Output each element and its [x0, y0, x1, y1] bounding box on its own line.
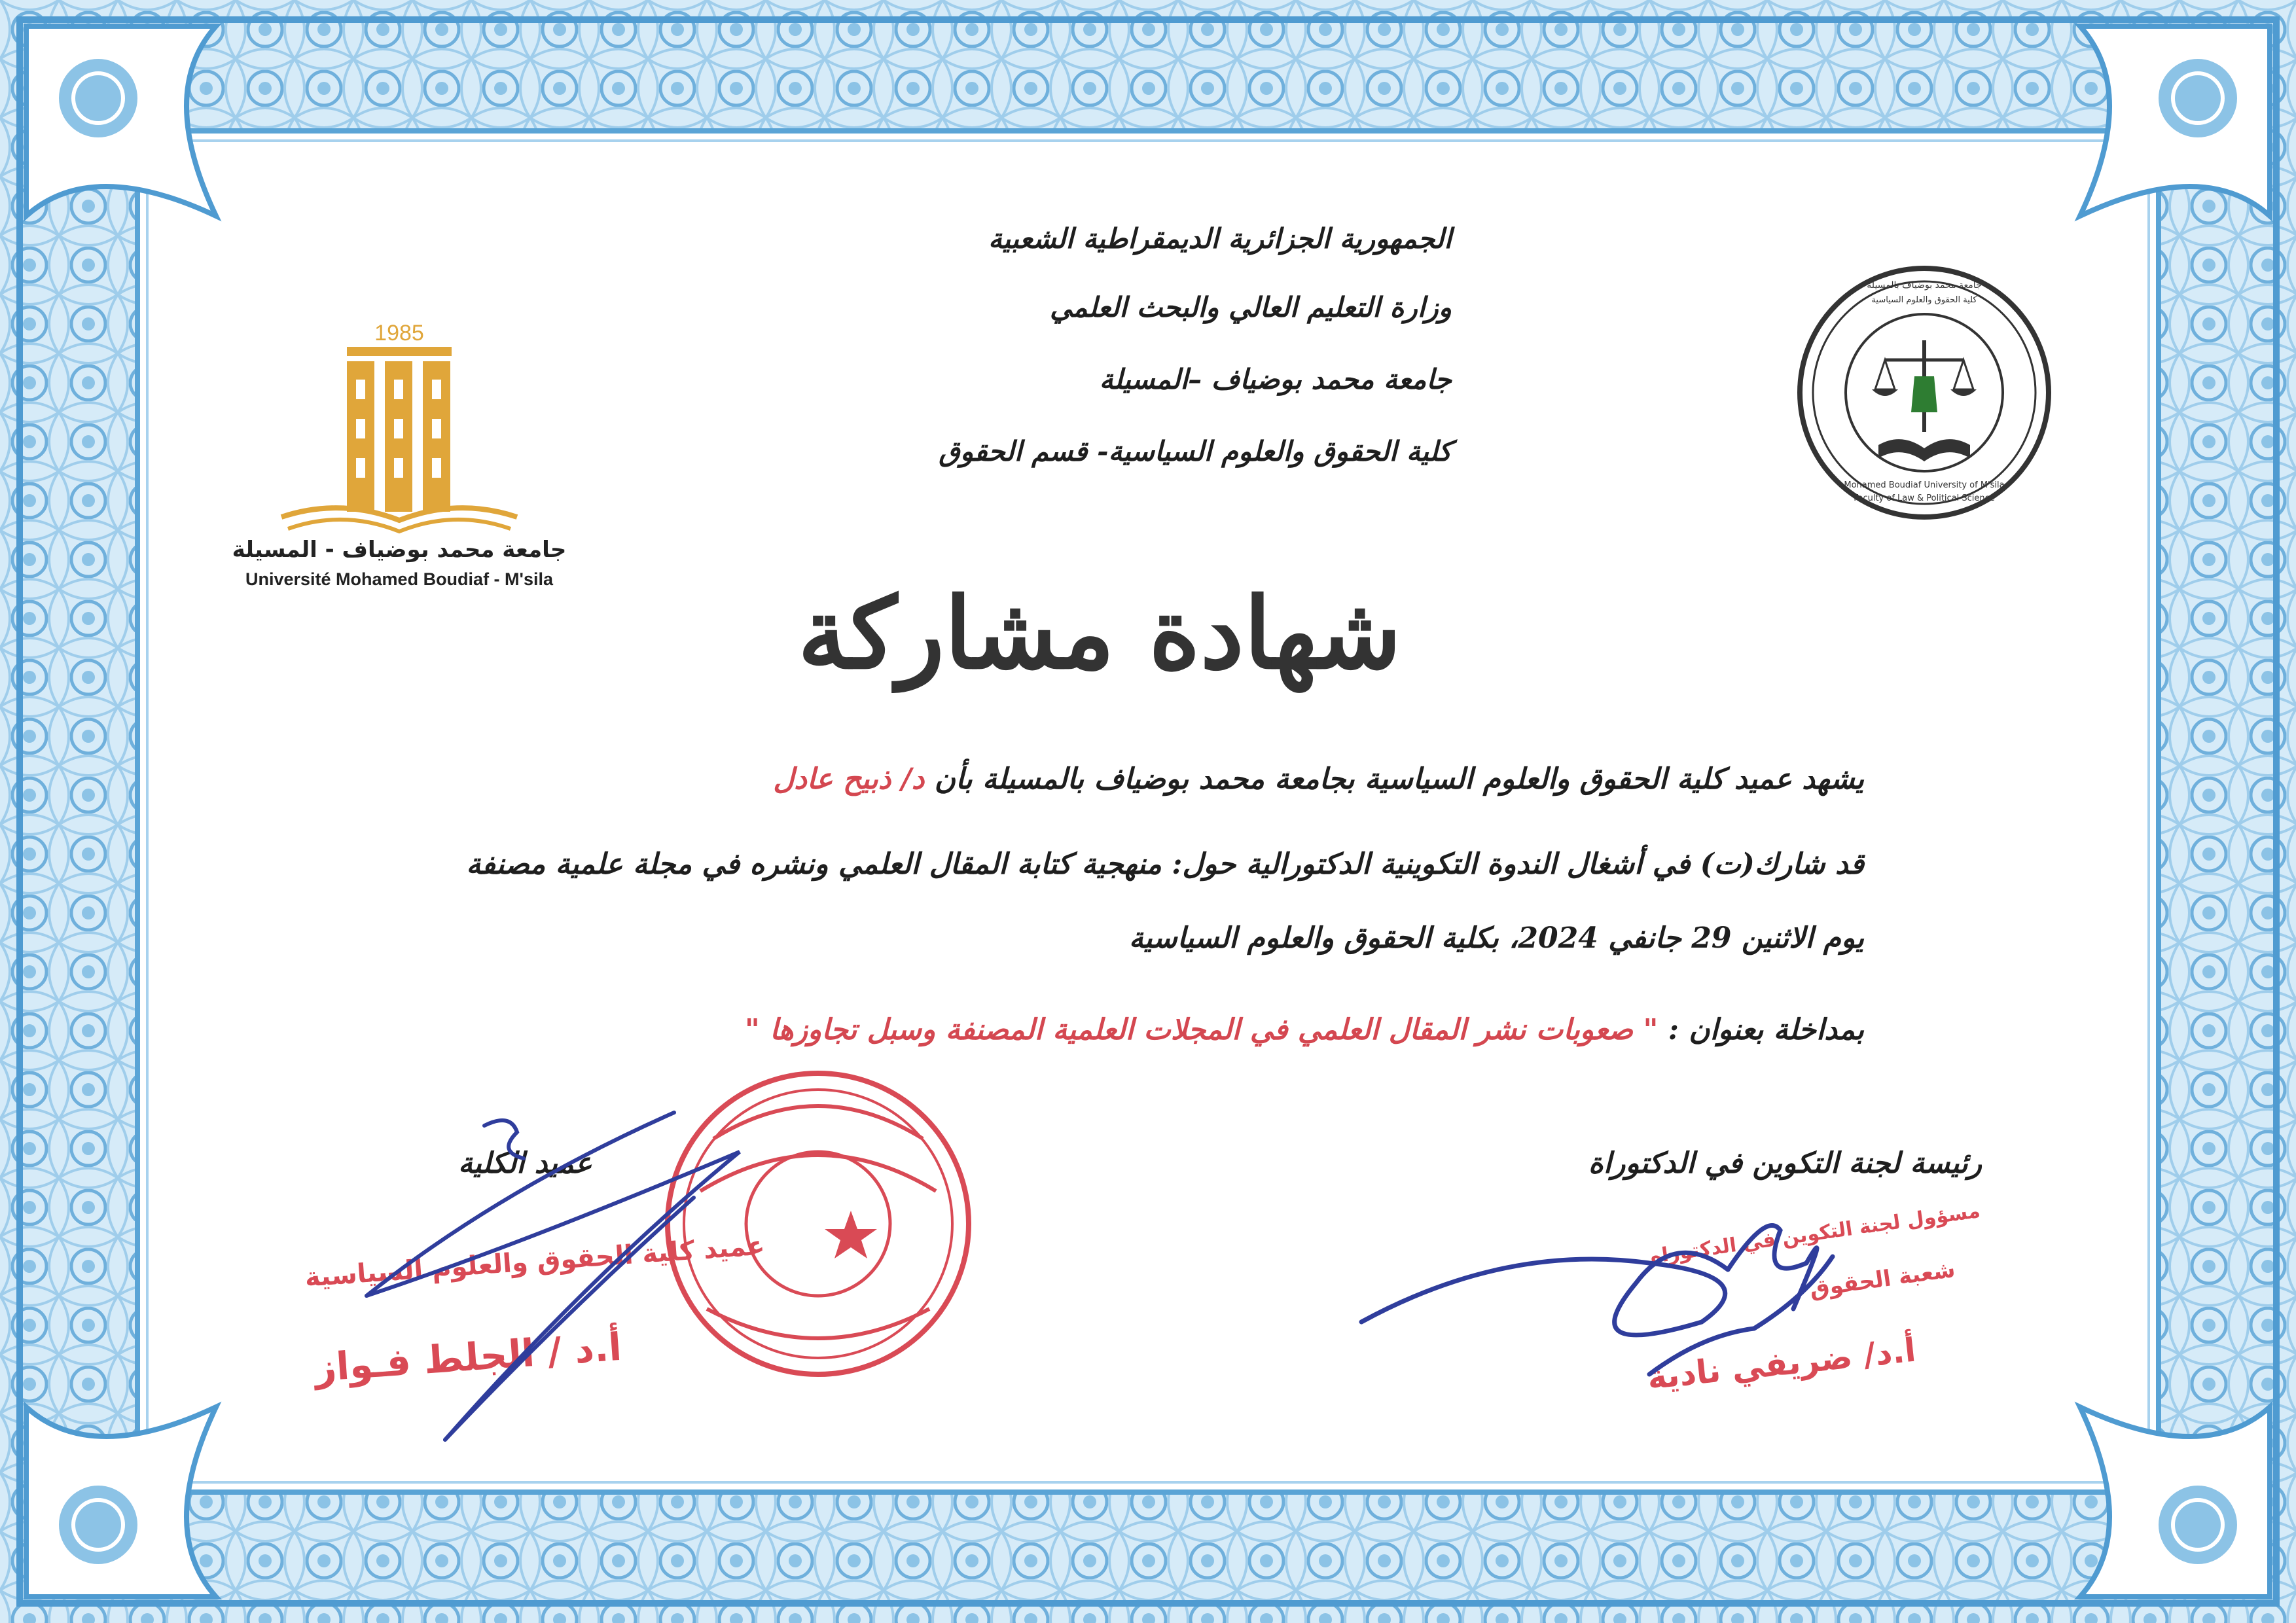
- crescent-icon: [766, 1171, 818, 1276]
- committee-chair-title: رئيسة لجنة التكوين في الدكتوراة: [1588, 1147, 1982, 1180]
- header-university: جامعة محمد بوضياف –المسيلة: [1099, 363, 1452, 395]
- intervention-label: بمداخلة بعنوان :: [1668, 1013, 1864, 1046]
- chair-stamp-name: أ.د/ ضريفي نادية: [1645, 1330, 1918, 1397]
- university-name-arabic: جامعة محمد بوضياف - المسيلة: [232, 537, 567, 563]
- university-name-french: Université Mohamed Boudiaf - M'sila: [245, 569, 553, 589]
- star-icon: [825, 1211, 877, 1258]
- open-book-icon: [1878, 439, 1970, 461]
- intervention-title: " صعوبات نشر المقال العلمي في المجلات العلمية المصنفة وسبل تجاوزها ": [744, 1013, 1659, 1046]
- body-line-1: [162, 762, 1864, 796]
- chair-stamp-line-1: مسؤول لجنة التكوين في الدكتوراه: [1649, 1199, 1982, 1269]
- algeria-map-icon: [1911, 376, 1937, 412]
- logo-year: 1985: [374, 321, 424, 346]
- participant-name: د/ ذبيح عادل: [773, 762, 925, 796]
- official-round-stamp: [655, 1060, 982, 1387]
- chair-stamp-line-2: شعبة الحقوق: [1808, 1256, 1957, 1303]
- seal-ring-arabic: كلية الحقوق والعلوم السياسية: [1871, 295, 1977, 305]
- seal-english-faculty: Faculty of Law & Political Science: [1854, 493, 1995, 503]
- dean-title: عميد الكلية: [458, 1147, 592, 1180]
- body-line-4: [162, 1013, 1864, 1046]
- body-line-3: يوم الاثنين 29 جانفي 2024، بكلية الحقوق والعلوم السياسية: [1128, 921, 1864, 955]
- header-faculty: كلية الحقوق والعلوم السياسية- قسم الحقوق: [939, 435, 1452, 467]
- seal-english-university: Mohamed Boudiaf University of M'sila: [1844, 480, 2005, 490]
- certificate-title: شهادة مشاركة: [797, 576, 1402, 691]
- seal-ring-top: جامعة محمد بوضياف بالمسيلة: [1867, 280, 1982, 291]
- body-line-2: قد شارك(ت) في أشغال الندوة التكوينية الدكتورالية حول: منهجية كتابة المقال العلمي ونشره في مجلة علمية مصنفة: [466, 847, 1864, 881]
- dean-stamp-name: أ.د / الجلط فـواز: [313, 1324, 623, 1391]
- header-republic: الجمهورية الجزائرية الديمقراطية الشعبية: [988, 223, 1452, 255]
- dean-stamp-line: عميد كلية الحقوق والعلوم السياسية: [304, 1230, 766, 1293]
- body-intro: يشهد عميد كلية الحقوق والعلوم السياسية بجامعة محمد بوضياف بالمسيلة بأن: [934, 762, 1864, 796]
- faculty-seal: [1793, 262, 2055, 524]
- header-ministry: وزارة التعليم العالي والبحث العلمي: [1050, 291, 1452, 323]
